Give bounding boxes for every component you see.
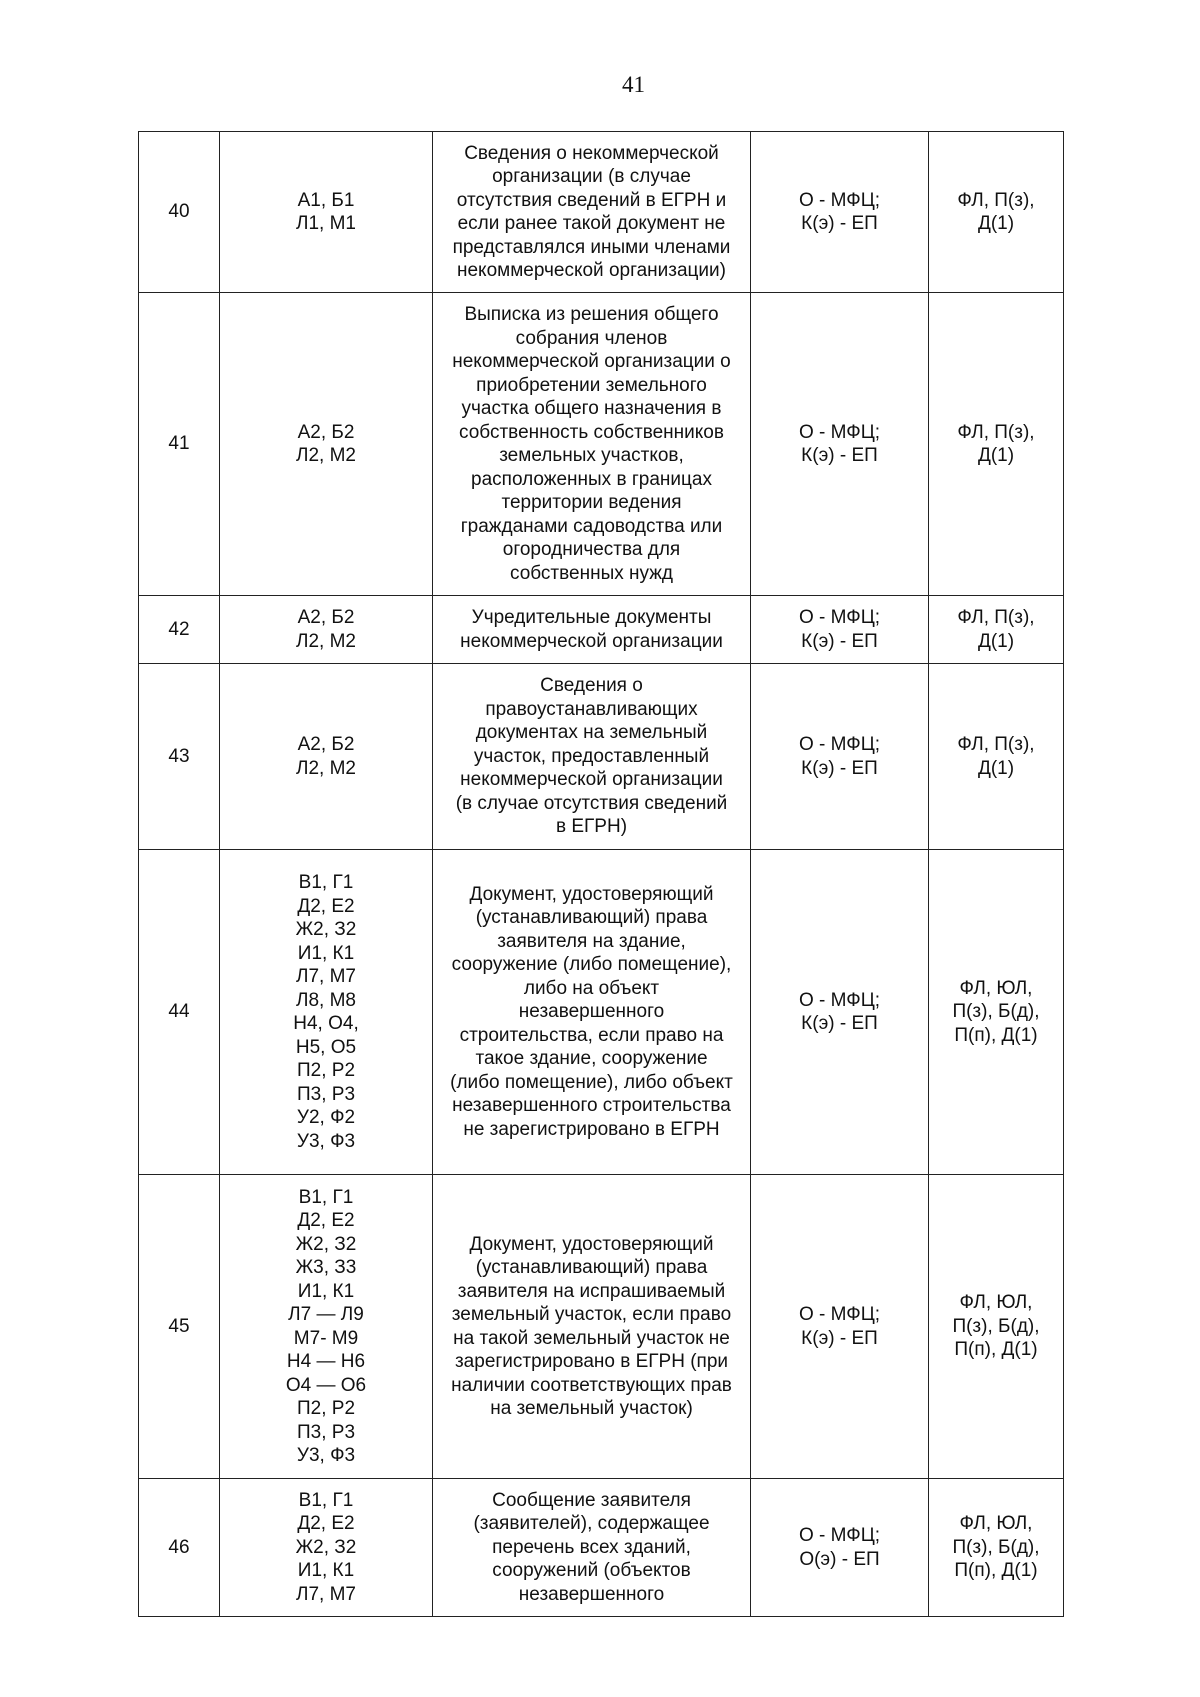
applicant-types-cell: ФЛ, П(з), Д(1) (929, 596, 1064, 664)
table-row (139, 293, 1064, 596)
table-row (139, 596, 1064, 664)
row-number-cell: 44 (139, 850, 220, 1175)
submission-method-cell: О - МФЦ; К(э) - ЕП (751, 132, 929, 293)
row-number-cell: 43 (139, 664, 220, 850)
codes-cell: В1, Г1 Д2, Е2 Ж2, З2 И1, К1 Л7, М7 Л8, М8 Н4, О4, Н5, О5 П2, Р2 П3, Р3 У2, Ф2 У3, Ф3 (220, 850, 433, 1175)
row-number-cell: 42 (139, 596, 220, 664)
page-number: 41 (622, 72, 645, 97)
codes-cell: А2, Б2 Л2, М2 (220, 293, 433, 596)
table-row (139, 1175, 1064, 1479)
document-cell: Сообщение заявителя (заявителей), содержащее перечень всех зданий, сооружений (объектов незавершенного (433, 1479, 751, 1617)
document-cell: Документ, удостоверяющий (устанавливающий) права заявителя на испрашиваемый земельный участок, если право на такой земельный участок не зарегистрировано в ЕГРН (при наличии соответствующих прав на земельный участок) (433, 1175, 751, 1479)
row-number-cell: 46 (139, 1479, 220, 1617)
document-cell: Выписка из решения общего собрания членов некоммерческой организации о приобретении земельного участка общего назначения в собственность собственников земельных участков, расположенных в границах территории ведения гражданами садоводства или огородничества для собственных нужд (433, 293, 751, 596)
applicant-types-cell: ФЛ, П(з), Д(1) (929, 293, 1064, 596)
document-cell: Сведения о некоммерческой организации (в случае отсутствия сведений в ЕГРН и если ранее такой документ не представлялся иными членами некоммерческой организации) (433, 132, 751, 293)
row-number-cell: 41 (139, 293, 220, 596)
document-cell: Учредительные документы некоммерческой организации (433, 596, 751, 664)
submission-method-cell: О - МФЦ; К(э) - ЕП (751, 1175, 929, 1479)
applicant-types-cell: ФЛ, ЮЛ, П(з), Б(д), П(п), Д(1) (929, 1479, 1064, 1617)
applicant-types-cell: ФЛ, ЮЛ, П(з), Б(д), П(п), Д(1) (929, 850, 1064, 1175)
codes-cell: В1, Г1 Д2, Е2 Ж2, З2 И1, К1 Л7, М7 (220, 1479, 433, 1617)
table-row (139, 664, 1064, 850)
applicant-types-cell: ФЛ, ЮЛ, П(з), Б(д), П(п), Д(1) (929, 1175, 1064, 1479)
submission-method-cell: О - МФЦ; К(э) - ЕП (751, 664, 929, 850)
document-cell: Сведения о правоустанавливающих документах на земельный участок, предоставленный некоммерческой организации (в случае отсутствия сведений в ЕГРН) (433, 664, 751, 850)
applicant-types-cell: ФЛ, П(з), Д(1) (929, 132, 1064, 293)
document-cell: Документ, удостоверяющий (устанавливающий) права заявителя на здание, сооружение (либо помещение), либо на объект незавершенного строительства, если право на такое здание, сооружение (либо помещение), либо объект незавершенного строительства не зарегистрировано в ЕГРН (433, 850, 751, 1175)
submission-method-cell: О - МФЦ; К(э) - ЕП (751, 596, 929, 664)
submission-method-cell: О - МФЦ; К(э) - ЕП (751, 850, 929, 1175)
applicant-types-cell: ФЛ, П(з), Д(1) (929, 664, 1064, 850)
documents-table (138, 131, 1064, 1617)
table-row (139, 132, 1064, 293)
row-number-cell: 40 (139, 132, 220, 293)
codes-cell: А2, Б2 Л2, М2 (220, 596, 433, 664)
submission-method-cell: О - МФЦ; О(э) - ЕП (751, 1479, 929, 1617)
table-row (139, 850, 1064, 1175)
submission-method-cell: О - МФЦ; К(э) - ЕП (751, 293, 929, 596)
table-row (139, 1479, 1064, 1617)
row-number-cell: 45 (139, 1175, 220, 1479)
codes-cell: А2, Б2 Л2, М2 (220, 664, 433, 850)
codes-cell: В1, Г1 Д2, Е2 Ж2, З2 Ж3, З3 И1, К1 Л7 — Л9 М7- М9 Н4 — Н6 О4 — О6 П2, Р2 П3, Р3 У3, Ф3 (220, 1175, 433, 1479)
codes-cell: А1, Б1 Л1, М1 (220, 132, 433, 293)
